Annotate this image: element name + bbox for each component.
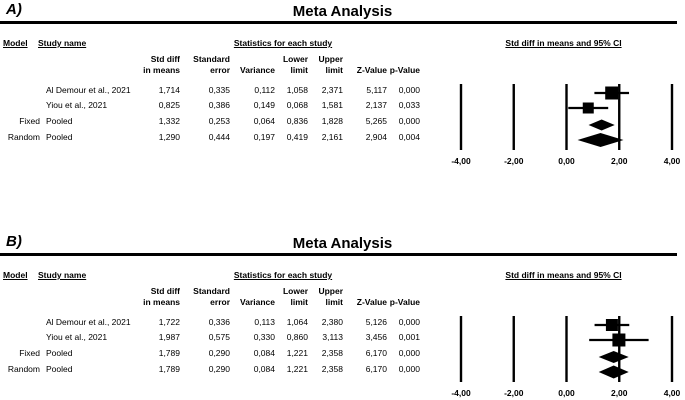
cell-std-diff: 0,825 [158,100,180,110]
cell-study-name: Yiou et al., 2021 [46,332,108,342]
header-study-name: Study name [38,270,87,280]
axis-tick-label: -4,00 [451,156,471,166]
axis-tick-label: 2,00 [610,156,628,166]
cell-std-diff: 1,722 [158,317,180,327]
cell-std-err: 0,336 [208,317,230,327]
cell-lower: 0,860 [286,332,308,342]
subheader-cell: Standard error [193,286,230,307]
cell-variance: 0,197 [253,132,275,142]
title-rule [0,21,677,24]
cell-p: 0,000 [398,348,420,358]
cell-lower: 1,221 [286,348,308,358]
cell-lower: 0,836 [286,116,308,126]
cell-z: 6,170 [365,348,387,358]
title-rule [0,253,677,256]
cell-model [0,332,40,343]
cell-std-err: 0,253 [208,116,230,126]
subheader-cell: Standard error [193,54,230,75]
cell-model: Fixed [19,348,40,358]
panel-a [0,0,685,170]
cell-variance: 0,330 [253,332,275,342]
cell-p: 0,000 [398,85,420,95]
effect-square [605,87,618,100]
subheader-cell: Z-Value [356,64,387,75]
cell-std-err: 0,290 [208,364,230,374]
cell-upper: 2,358 [321,348,343,358]
cell-model: Fixed [19,116,40,126]
axis-tick-label: -4,00 [451,388,471,398]
cell-upper: 2,371 [321,85,343,95]
cell-study-name: Pooled [46,116,73,126]
subheader-cell: Std diff in means [143,54,180,75]
cell-upper: 2,358 [321,364,343,374]
cell-variance: 0,112 [254,85,275,95]
axis-tick-label: 0,00 [558,156,575,166]
cell-model: Random [7,364,40,374]
axis-tick-label: 0,00 [558,388,575,398]
cell-p: 0,000 [398,317,420,327]
axis-tick-label: -2,00 [504,156,524,166]
cell-model [0,100,40,111]
panel-label: B) [6,233,22,250]
cell-variance: 0,064 [253,116,275,126]
forest-plot [440,80,685,172]
cell-p: 0,001 [398,332,420,342]
header-model: Model [3,270,28,280]
subheader-cell: Lower limit [282,54,308,75]
cell-variance: 0,113 [254,317,275,327]
cell-lower: 1,064 [286,317,308,327]
cell-z: 2,904 [365,132,387,142]
cell-lower: 1,221 [286,364,308,374]
subheader-cell: Upper limit [318,286,343,307]
cell-p: 0,004 [398,132,420,142]
panel-title: Meta Analysis [292,3,393,20]
cell-study-name: Pooled [46,348,73,358]
cell-model: Random [7,132,40,142]
subheader-cell: p-Value [389,64,420,75]
cell-z: 5,265 [365,116,387,126]
cell-study-name: Pooled [46,132,73,142]
effect-square [612,334,625,347]
cell-upper: 3,113 [322,332,343,342]
panel-title: Meta Analysis [292,235,393,252]
cell-lower: 0,419 [286,132,308,142]
cell-study-name: Al Demour et al., 2021 [46,85,131,95]
axis-tick-label: 2,00 [610,388,628,398]
cell-upper: 2,380 [321,317,343,327]
cell-lower: 1,058 [286,85,308,95]
pooled-diamond [599,351,629,363]
subheader-cell: p-Value [389,296,420,307]
cell-upper: 2,161 [321,132,343,142]
cell-upper: 1,828 [321,116,343,126]
cell-std-diff: 1,290 [158,132,180,142]
cell-std-diff: 1,714 [158,85,180,95]
cell-z: 5,117 [366,85,387,95]
cell-z: 5,126 [365,317,387,327]
cell-lower: 0,068 [286,100,308,110]
cell-p: 0,000 [398,116,420,126]
subheader-cell: Std diff in means [143,286,180,307]
axis-tick-label: 4,00 [663,388,681,398]
cell-p: 0,000 [398,364,420,374]
cell-z: 2,137 [365,100,387,110]
cell-std-err: 0,575 [208,332,230,342]
forest-plot [440,312,685,400]
panel-b [0,232,685,400]
subheader-cell: Variance [240,296,275,307]
cell-z: 6,170 [365,364,387,374]
subheader-cell: Variance [240,64,275,75]
cell-std-err: 0,386 [208,100,230,110]
axis-tick-label: 4,00 [663,156,681,166]
header-statistics: Statistics for each study [233,38,333,48]
header-model: Model [3,38,28,48]
subheader-cell: Lower limit [282,286,308,307]
subheader-cell: Z-Value [356,296,387,307]
header-statistics: Statistics for each study [233,270,333,280]
pooled-diamond [599,366,629,379]
cell-study-name: Yiou et al., 2021 [46,100,108,110]
cell-study-name: Pooled [46,364,73,374]
header-study-name: Study name [38,38,87,48]
cell-std-diff: 1,789 [158,348,180,358]
cell-std-err: 0,290 [208,348,230,358]
cell-upper: 1,581 [321,100,343,110]
effect-square [583,103,594,114]
effect-square [606,319,618,331]
cell-std-err: 0,444 [208,132,230,142]
cell-std-err: 0,335 [208,85,230,95]
cell-model [0,85,40,96]
cell-std-diff: 1,789 [158,364,180,374]
pooled-diamond [589,120,615,131]
cell-study-name: Al Demour et al., 2021 [46,317,131,327]
cell-model [0,317,40,328]
cell-variance: 0,149 [253,100,275,110]
cell-variance: 0,084 [253,348,275,358]
cell-std-diff: 1,987 [158,332,180,342]
header-ci-axis: Std diff in means and 95% CI [505,38,622,48]
cell-p: 0,033 [398,100,420,110]
panel-label: A) [6,1,22,18]
subheader-cell: Upper limit [318,54,343,75]
cell-std-diff: 1,332 [158,116,180,126]
pooled-diamond [578,133,624,147]
header-ci-axis: Std diff in means and 95% CI [505,270,622,280]
cell-z: 3,456 [365,332,387,342]
axis-tick-label: -2,00 [504,388,524,398]
cell-variance: 0,084 [253,364,275,374]
